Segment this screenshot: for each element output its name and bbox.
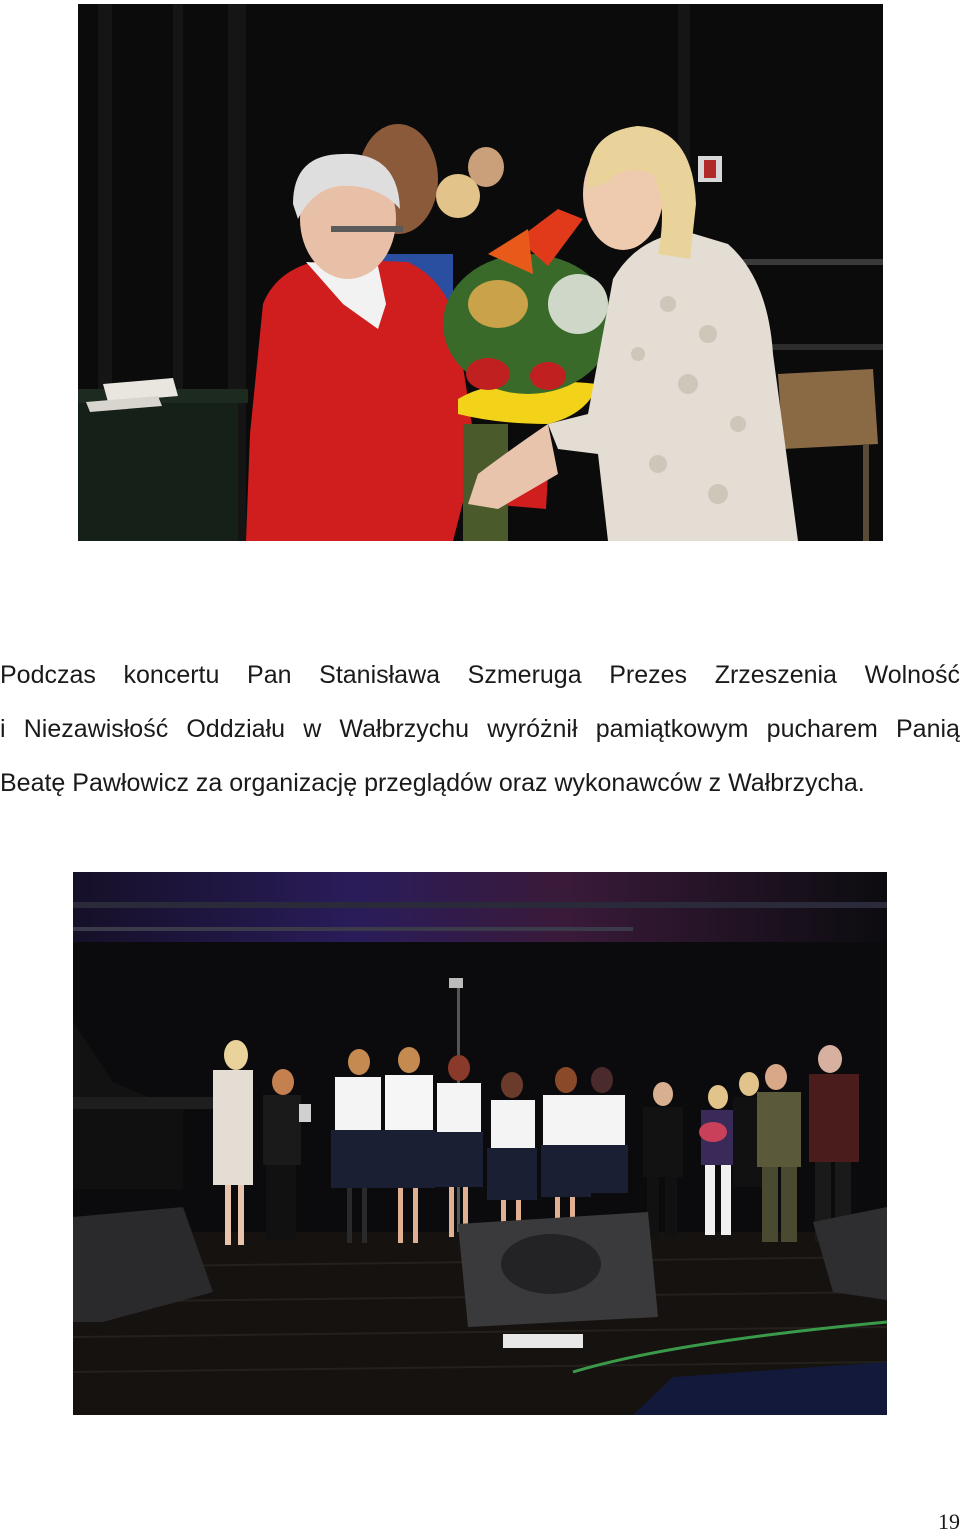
caption-word: Oddziału xyxy=(186,715,286,743)
caption-word: pamiątkowym xyxy=(595,715,749,743)
caption-word: Panią xyxy=(896,715,960,743)
caption-word: i xyxy=(0,715,6,743)
photo-flower-presentation xyxy=(78,4,883,541)
caption-word: w xyxy=(303,715,322,743)
caption-word: Wałbrzychu xyxy=(339,715,470,743)
caption-word: Szmeruga xyxy=(467,661,582,689)
caption-word: Wolność xyxy=(864,661,960,689)
caption-word: Niezawisłość xyxy=(23,715,169,743)
photo-stage-group xyxy=(73,872,887,1415)
caption-word: Pan xyxy=(247,661,292,689)
caption-word: wyróżnił xyxy=(487,715,578,743)
caption-word: Prezes xyxy=(609,661,688,689)
caption-word: Zrzeszenia xyxy=(714,661,837,689)
caption-word: Stanisława xyxy=(319,661,441,689)
caption-line-3: Beatę Pawłowicz za organizację przeglądów oraz wykonawców z Wałbrzycha. xyxy=(0,769,865,797)
caption-word: koncertu xyxy=(123,661,220,689)
page-number: 19 xyxy=(938,1509,960,1534)
caption-word: pucharem xyxy=(766,715,878,743)
caption-line-1 xyxy=(0,648,960,702)
photo-stage-group-image xyxy=(73,872,887,1415)
photo-flower-presentation-image xyxy=(78,4,883,541)
caption-word: Podczas xyxy=(0,661,96,689)
photo-caption xyxy=(0,648,960,810)
caption-line-2 xyxy=(0,702,960,756)
